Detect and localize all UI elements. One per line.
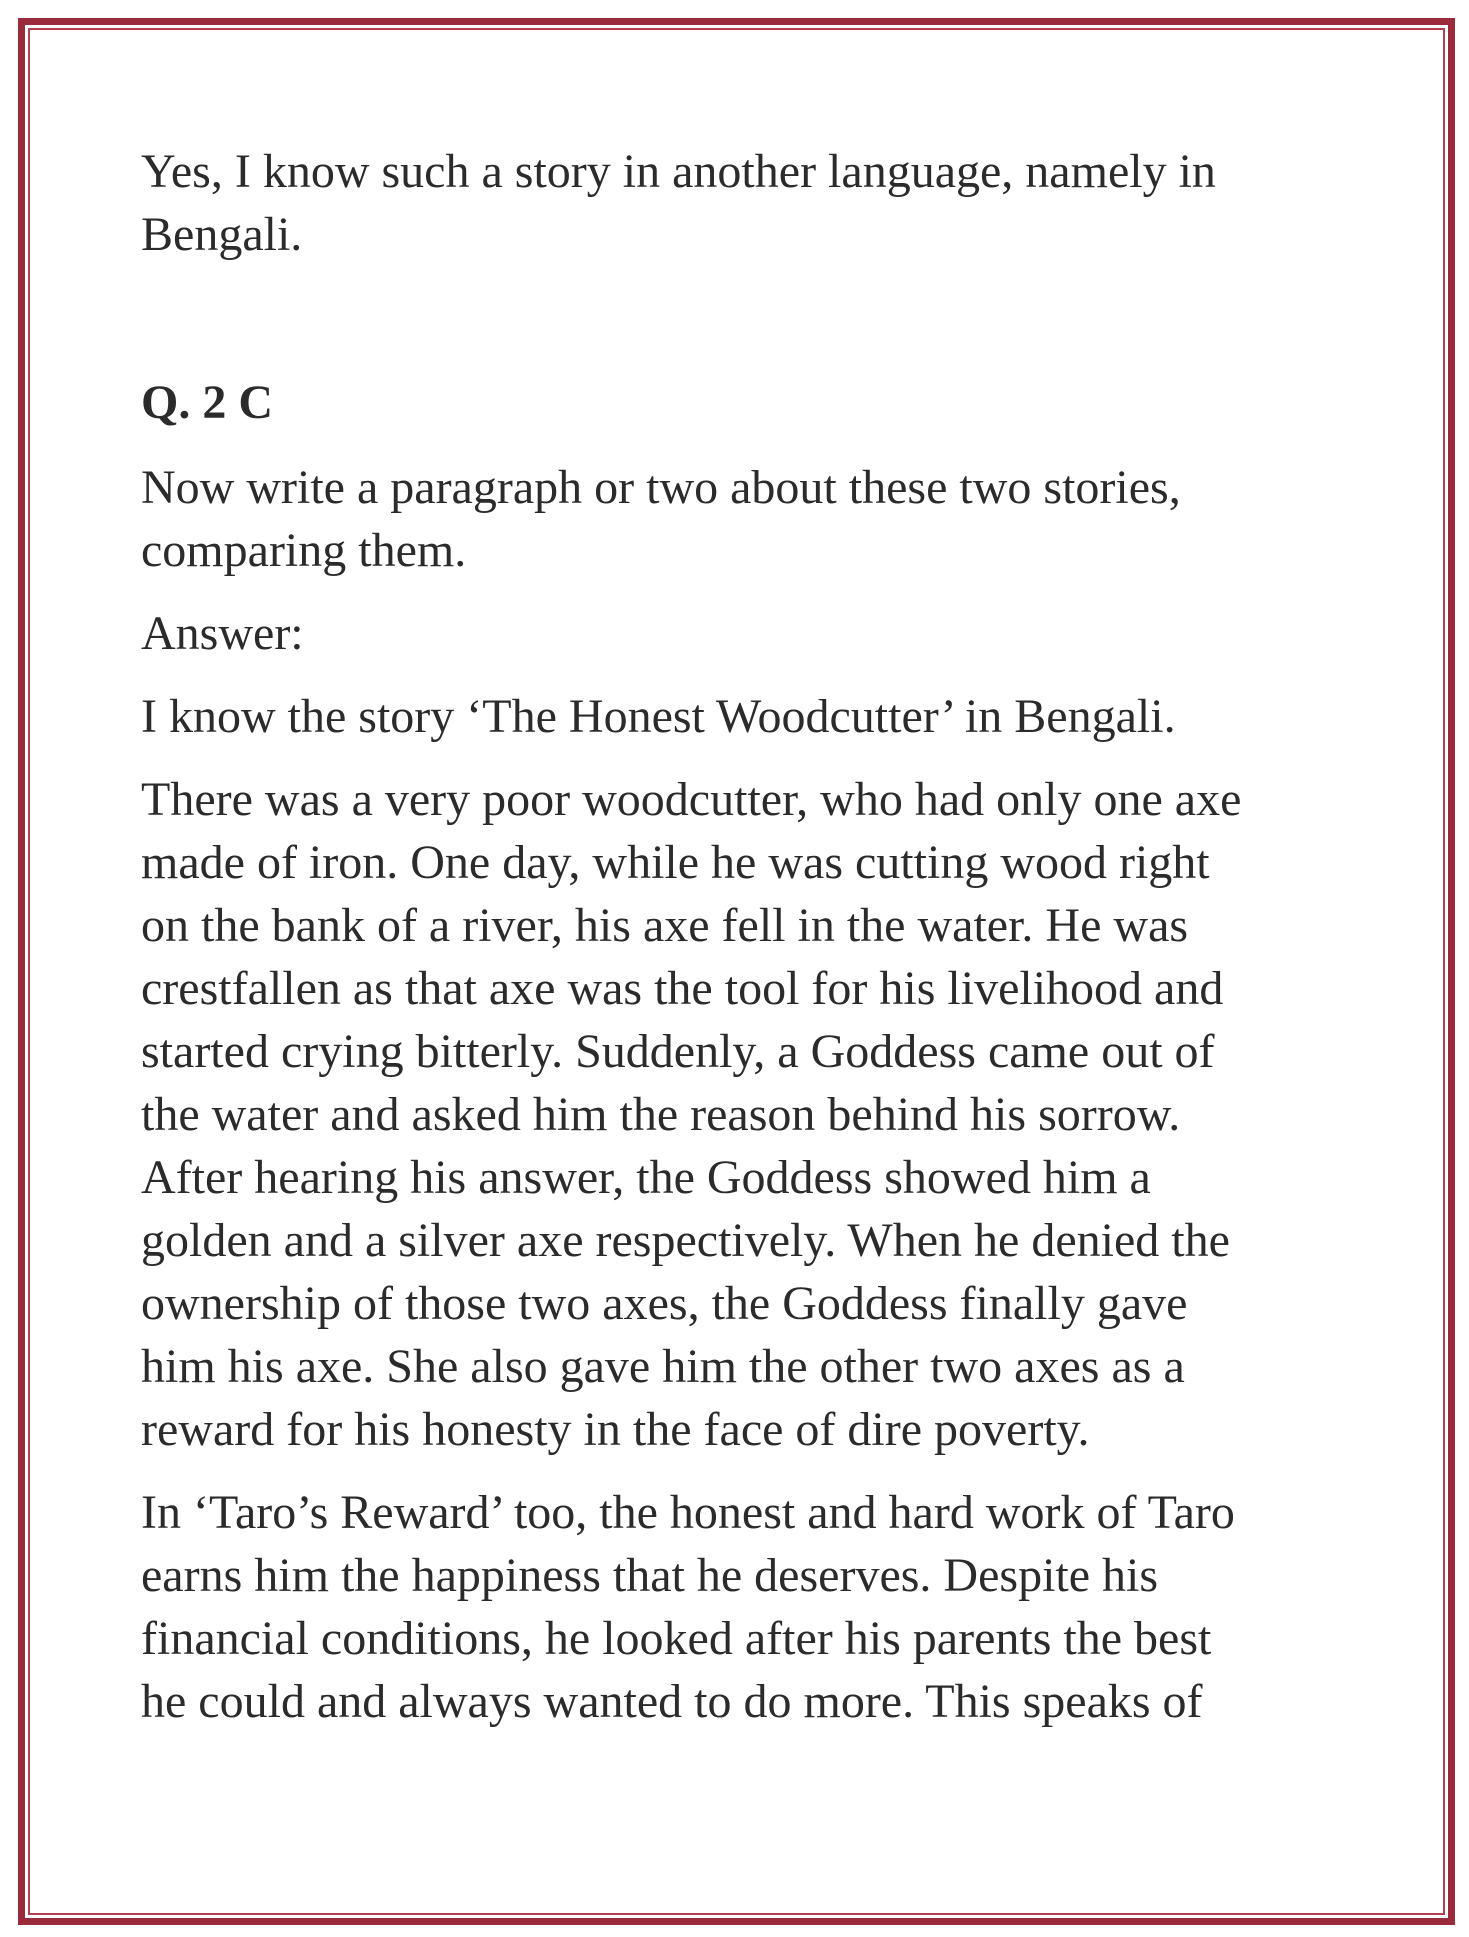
text-line: started crying bitterly. Suddenly, a Goddess came out of [141, 1025, 1215, 1078]
text-line: I know the story ‘The Honest Woodcutter’ in Bengali. [141, 690, 1176, 743]
answer-body [141, 685, 1341, 1733]
question-title: Q. 2 C [141, 376, 273, 429]
question-prompt [141, 456, 1341, 582]
text-line: financial conditions, he looked after his parents the best [141, 1612, 1212, 1665]
text-line: him his axe. She also gave him the other two axes as a [141, 1340, 1185, 1393]
text-line: he could and always wanted to do more. This speaks of [141, 1675, 1203, 1728]
document-content [141, 140, 1341, 1753]
text-line: made of iron. One day, while he was cutting wood right [141, 836, 1210, 889]
answer-paragraph [141, 1481, 1341, 1733]
text-line: on the bank of a river, his axe fell in the water. He was [141, 899, 1189, 952]
text-line: golden and a silver axe respectively. When he denied the [141, 1214, 1230, 1267]
text-line: comparing them. [141, 524, 467, 577]
text-line: In ‘Taro’s Reward’ too, the honest and hard work of Taro [141, 1486, 1235, 1539]
text-line: There was a very poor woodcutter, who had only one axe [141, 773, 1242, 826]
text-line: After hearing his answer, the Goddess showed him a [141, 1151, 1151, 1204]
text-line: Bengali. [141, 208, 303, 261]
text-line: crestfallen as that axe was the tool for his livelihood and [141, 962, 1224, 1015]
text-line: reward for his honesty in the face of dire poverty. [141, 1403, 1090, 1456]
text-line: Now write a paragraph or two about these two stories, [141, 461, 1181, 514]
answer-paragraph [141, 685, 1341, 748]
answer-label: Answer: [141, 607, 304, 660]
answer-paragraph [141, 768, 1341, 1461]
text-line: ownership of those two axes, the Goddess finally gave [141, 1277, 1188, 1330]
intro-paragraph [141, 140, 1341, 266]
text-line: the water and asked him the reason behind his sorrow. [141, 1088, 1181, 1141]
text-line: Yes, I know such a story in another language, namely in [141, 145, 1216, 198]
text-line: earns him the happiness that he deserves. Despite his [141, 1549, 1159, 1602]
